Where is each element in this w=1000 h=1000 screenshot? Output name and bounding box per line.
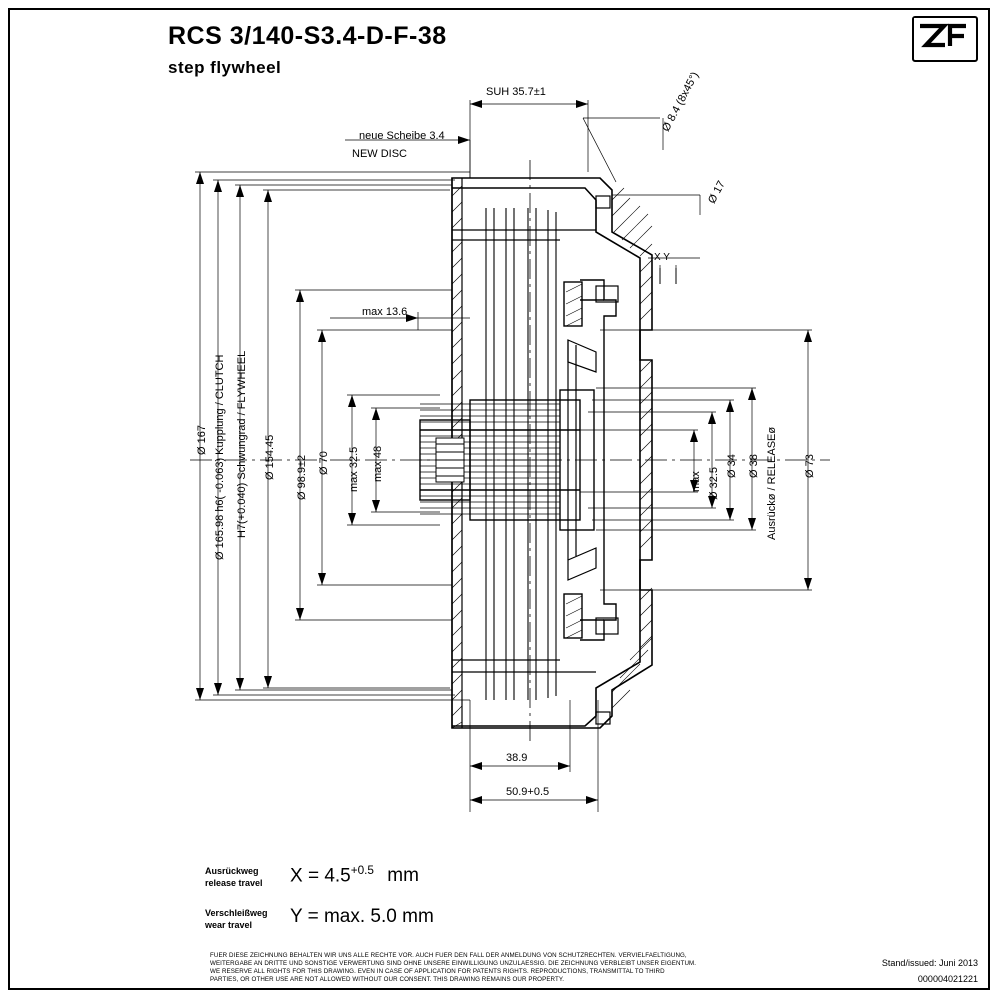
dim-hole-8-4: Ø 8.4 (8x45°) [660,70,702,134]
note-wear-travel-en: wear travel [205,920,253,930]
dim-new-disc-en: NEW DISC [352,148,407,160]
legal-notice [210,952,730,984]
note-wear-travel-value: Y = max. 5.0 mm [290,906,434,927]
legal-line-4: PARTIES, OR OTHER USE ARE NOT ALLOWED WITHOUT OUR CONSENT. THIS DRAWING REMAINS OUR PROPERTY. [210,976,565,983]
dim-d38: Ø 38 [748,454,760,478]
legal-line-2: WEITERGABE AN DRITTE UND SONSTIGE VERWERTUNG SIND OHNE UNSERE EINWILLIGUNG UNZULAESSIG. DIE ZEICHNUNG VERBLEIBT UNSER EIGENTUM. [210,960,697,967]
legal-line-3: WE RESERVE ALL RIGHTS FOR THIS DRAWING. EVEN IN CASE OF APPLICATION FOR PATENTS RIGHTS. REPRODUCTIONS, TRANSMITTAL TO THIRD [210,968,665,975]
note-release-travel-value: X = 4.5 [290,865,351,887]
dim-d167: Ø 167 [196,425,208,455]
dim-suh: SUH 35.7±1 [486,86,546,98]
issued-date: Stand/issued: Juni 2013 [881,958,978,968]
dim-d34: Ø 34 [726,454,738,478]
page-subtitle: step flywheel [168,58,282,77]
dim-max-32-5-left: max 32.5 [348,446,360,492]
dim-max-right: max [690,471,702,492]
dim-h7-flywheel: H7(+0.040) Schwungrad / FLYWHEEL [236,350,248,538]
dim-max-13-6: max 13.6 [362,306,408,318]
dim-d98-9: Ø 98.9±2 [296,454,308,500]
dim-38-9: 38.9 [506,752,528,764]
note-wear-travel-de: Verschleißweg [205,908,268,918]
dim-d73: Ø 73 [804,454,816,478]
dim-d32-5-right: Ø 32.5 [708,466,720,500]
document-number: 000004021221 [917,974,978,984]
page-title: RCS 3/140-S3.4-D-F-38 [168,22,447,50]
legal-line-1: FUER DIESE ZEICHNUNG BEHALTEN WIR UNS ALLE RECHTE VOR. AUCH FUER DEN FALL DER ANMELDUNG VON SCHUTZRECHTEN. VERVIELFAELTIGUNG, [210,952,687,959]
dim-d165-98: Ø 165.98 h6( -0.063) Kupplung / CLUTCH [214,354,226,560]
dim-d17: Ø 17 [706,178,728,206]
dim-new-disc-de: neue Scheibe 3.4 [359,130,445,142]
dim-max-48: max 48 [372,445,384,482]
dim-d154-45: Ø 154.45 [264,434,276,480]
dim-50-9: 50.9+0.5 [506,786,550,798]
note-release-travel-tol: +0.5 [350,864,374,877]
note-release-travel-en: release travel [205,878,263,888]
note-release-travel-unit: mm [387,865,419,887]
dim-xy: X Y [654,252,670,263]
dim-release-diameter: Ausrückø / RELEASEø [766,426,778,540]
note-release-travel-de: Ausrückweg [205,866,259,876]
dim-d70: Ø 70 [318,451,330,475]
